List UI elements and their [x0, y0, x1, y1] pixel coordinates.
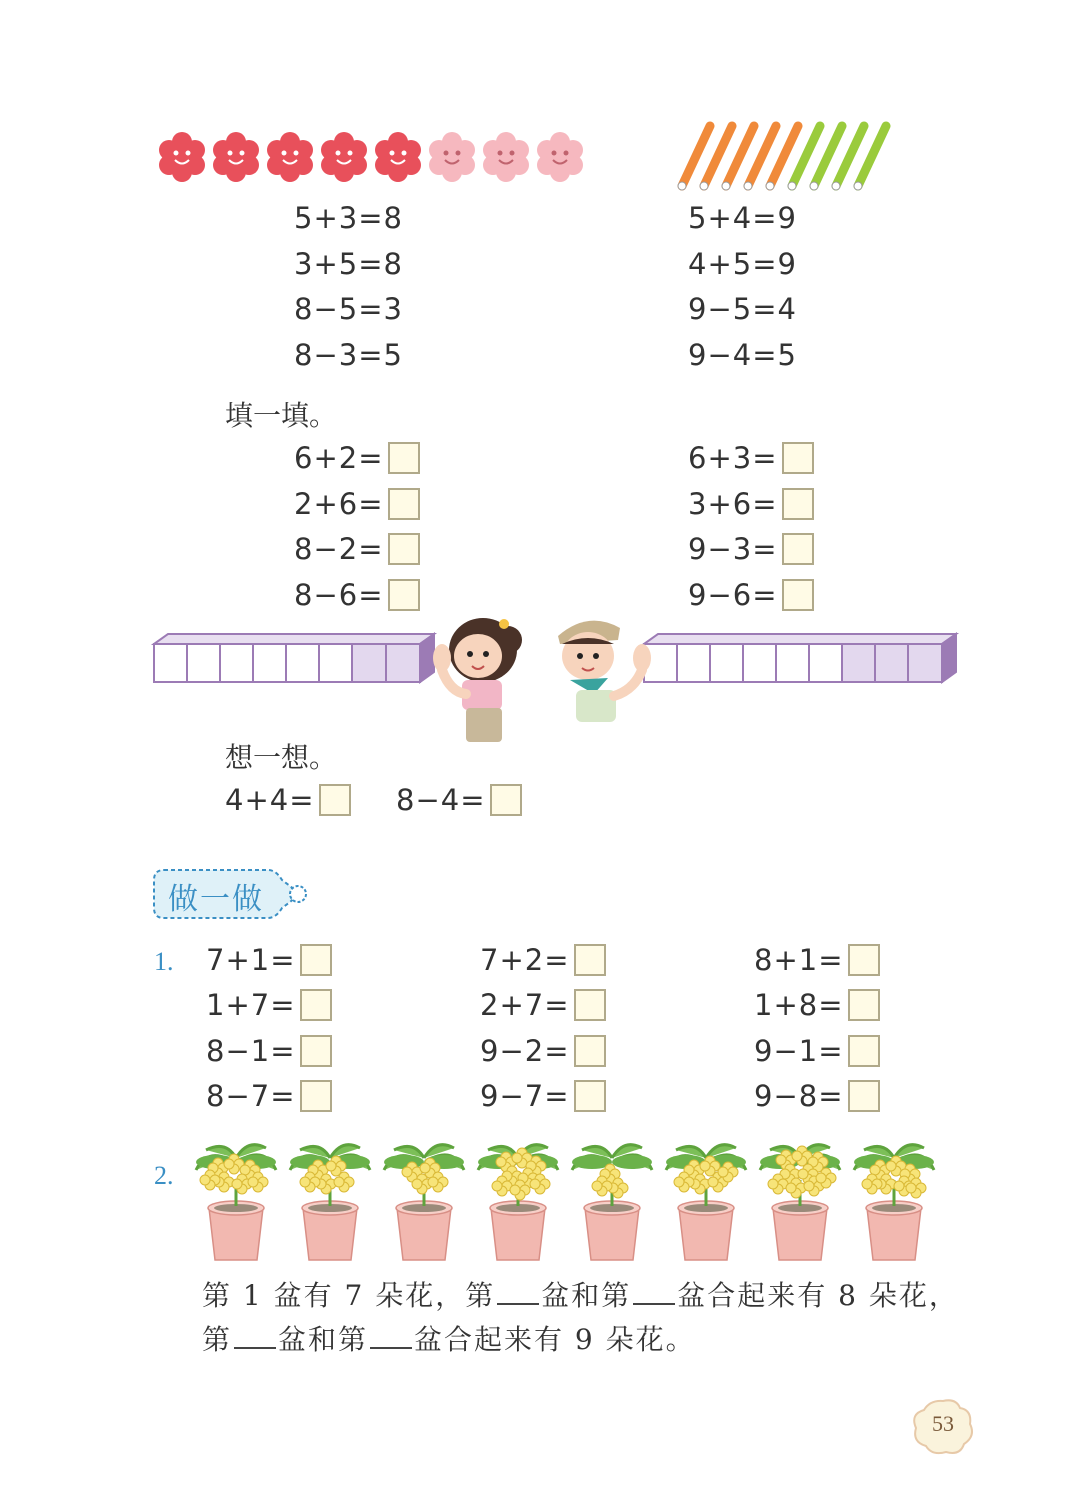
- answer-box[interactable]: [782, 579, 814, 611]
- fill-item: 3+6=: [688, 487, 814, 521]
- answer-box[interactable]: [848, 1080, 880, 1112]
- answer-box[interactable]: [574, 989, 606, 1021]
- fill-item: 9−6=: [688, 578, 814, 612]
- fill-item: 2+6=: [294, 487, 420, 521]
- equation: 5+4=9: [688, 201, 797, 235]
- equation: 5+3=8: [294, 201, 403, 235]
- answer-box[interactable]: [300, 1035, 332, 1067]
- q1-item: 7+1=: [206, 943, 332, 977]
- answer-box[interactable]: [574, 944, 606, 976]
- equation: 9−4=5: [688, 338, 797, 372]
- equation: 8−5=3: [294, 292, 403, 326]
- fill-item: 6+3=: [688, 441, 814, 475]
- counting-sticks-icon: [670, 118, 910, 194]
- q1-item: 8−7=: [206, 1079, 332, 1113]
- answer-box[interactable]: [388, 579, 420, 611]
- answer-box[interactable]: [388, 442, 420, 474]
- answer-box[interactable]: [782, 488, 814, 520]
- answer-blank[interactable]: [633, 1277, 675, 1305]
- question-number: 1.: [154, 947, 174, 976]
- answer-box[interactable]: [490, 784, 522, 816]
- answer-box[interactable]: [848, 989, 880, 1021]
- answer-box[interactable]: [782, 442, 814, 474]
- q2-text-line2: 第 盆和第 盆合起来有 9 朵花。: [202, 1323, 696, 1356]
- flower-icons-row: [155, 130, 595, 186]
- boy-illustration: [548, 610, 658, 725]
- answer-box[interactable]: [319, 784, 351, 816]
- girl-illustration: [428, 610, 538, 745]
- q1-item: 9−1=: [754, 1034, 880, 1068]
- answer-box[interactable]: [574, 1035, 606, 1067]
- answer-blank[interactable]: [370, 1321, 412, 1349]
- q1-item: 1+7=: [206, 988, 332, 1022]
- q1-item: 7+2=: [480, 943, 606, 977]
- answer-box[interactable]: [388, 533, 420, 565]
- think-item: 4+4=: [225, 783, 351, 817]
- q1-item: 8+1=: [754, 943, 880, 977]
- q1-item: 9−7=: [480, 1079, 606, 1113]
- answer-blank[interactable]: [234, 1321, 276, 1349]
- section-badge-do: 做一做: [168, 882, 264, 917]
- question-number: 2.: [154, 1161, 174, 1190]
- q2-text-line1: 第 1 盆有 7 朵花，第 盆和第 盆合起来有 8 朵花，: [202, 1279, 959, 1312]
- flower-pots-row: [190, 1140, 950, 1265]
- fill-item: 9−3=: [688, 532, 814, 566]
- equation: 3+5=8: [294, 247, 403, 281]
- equation: 9−5=4: [688, 292, 797, 326]
- answer-box[interactable]: [300, 989, 332, 1021]
- think-item: 8−4=: [396, 783, 522, 817]
- equation: 8−3=5: [294, 338, 403, 372]
- answer-box[interactable]: [782, 533, 814, 565]
- q1-item: 9−8=: [754, 1079, 880, 1113]
- page-number: 53: [932, 1411, 954, 1436]
- answer-box[interactable]: [300, 944, 332, 976]
- equation: 4+5=9: [688, 247, 797, 281]
- section-title-think: 想一想。: [225, 741, 338, 774]
- fill-item: 8−6=: [294, 578, 420, 612]
- answer-box[interactable]: [388, 488, 420, 520]
- answer-box[interactable]: [848, 1035, 880, 1067]
- answer-box[interactable]: [574, 1080, 606, 1112]
- cube-bar-left: [150, 630, 440, 686]
- answer-box[interactable]: [848, 944, 880, 976]
- fill-item: 6+2=: [294, 441, 420, 475]
- q1-item: 2+7=: [480, 988, 606, 1022]
- q1-item: 9−2=: [480, 1034, 606, 1068]
- cube-bar-right: [640, 630, 960, 686]
- section-title-fill: 填一填。: [225, 399, 338, 432]
- fill-item: 8−2=: [294, 532, 420, 566]
- answer-box[interactable]: [300, 1080, 332, 1112]
- q1-item: 8−1=: [206, 1034, 332, 1068]
- answer-blank[interactable]: [497, 1277, 539, 1305]
- q1-item: 1+8=: [754, 988, 880, 1022]
